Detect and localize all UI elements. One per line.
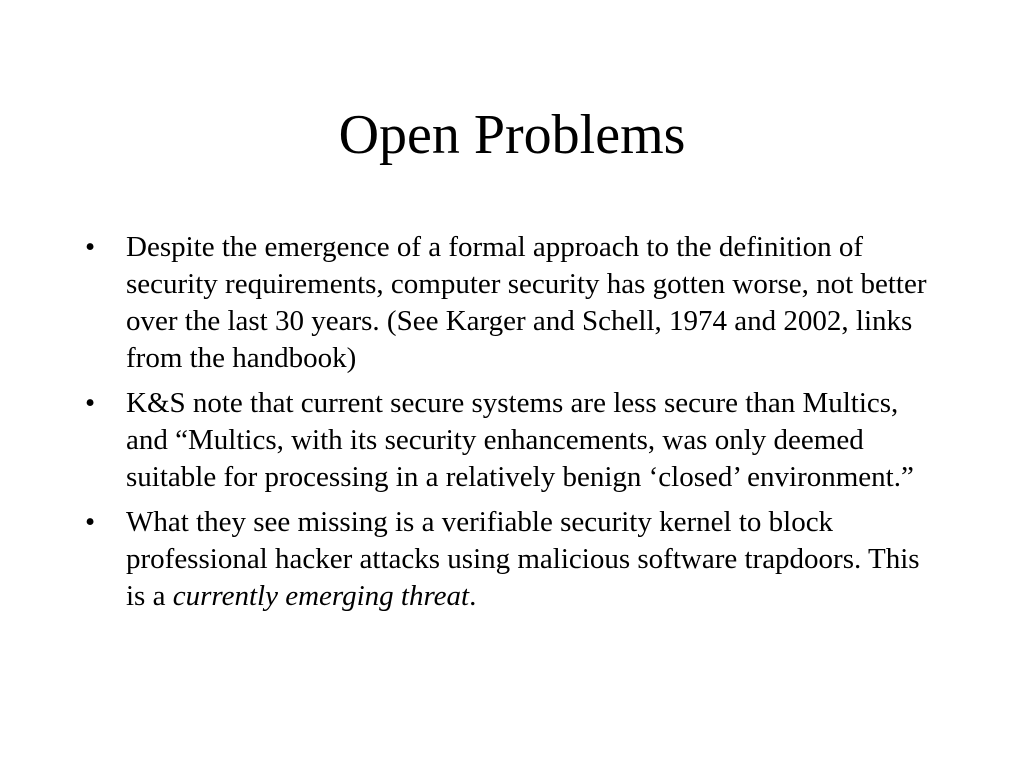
bullet-text: Despite the emergence of a formal approach to the definition of security requirements, computer security has gotten worse, not better over the last 30 years. (See Karger and Schell, 1974 and 2002, links from the handbook) [126, 231, 927, 374]
bullet-text [126, 506, 920, 612]
bullet-icon: • [85, 231, 96, 263]
bullet-text-end: . [469, 580, 477, 612]
bullet-icon: • [85, 506, 96, 538]
bullet-item [85, 385, 945, 496]
bullet-text: K&S note that current secure systems are less secure than Multics, and “Multics, with its security enhancements, was only deemed suitable for processing in a relatively benign ‘closed’ environment.” [126, 387, 914, 493]
bullet-item [85, 229, 945, 377]
slide-title: Open Problems [338, 104, 686, 166]
bullet-text-plain: What they see missing is a verifiable security kernel to block professional hacker attacks using malicious software trapdoors. This is a [126, 506, 920, 612]
bullet-icon: • [85, 387, 96, 419]
bullet-text-italic: currently emerging threat [172, 580, 470, 612]
bullet-list [85, 229, 945, 623]
bullet-item [85, 504, 945, 615]
